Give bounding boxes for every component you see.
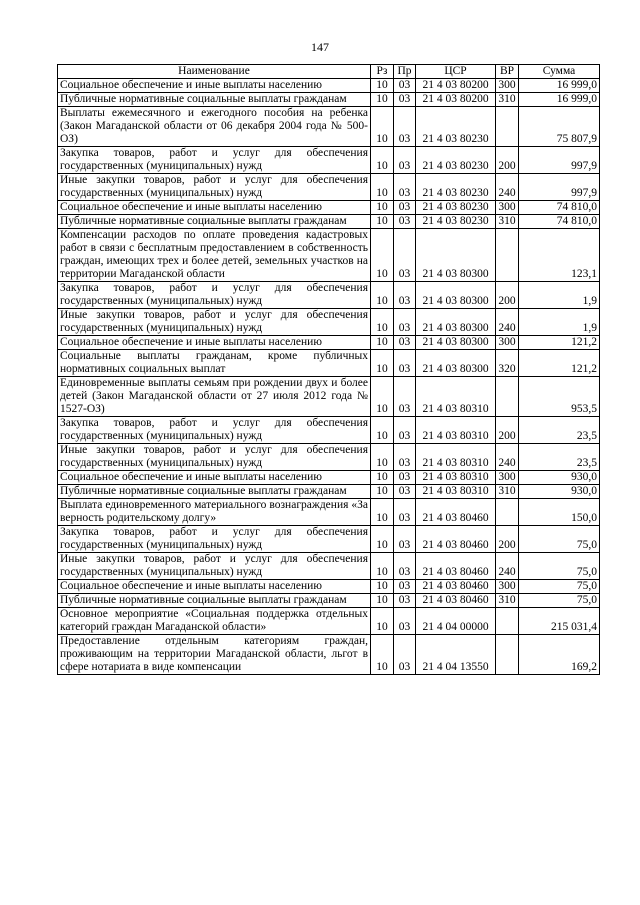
budget-table bbox=[57, 64, 600, 675]
row-vr: 300 bbox=[496, 580, 519, 594]
row-pr: 03 bbox=[394, 553, 416, 580]
row-vr: 310 bbox=[496, 215, 519, 229]
table-row bbox=[58, 215, 600, 229]
row-pr: 03 bbox=[394, 608, 416, 635]
row-rz: 10 bbox=[371, 147, 394, 174]
row-csr: 21 4 04 13550 bbox=[416, 635, 496, 675]
row-csr: 21 4 03 80230 bbox=[416, 107, 496, 147]
row-name: Социальное обеспечение и иные выплаты населению bbox=[58, 471, 371, 485]
row-rz: 10 bbox=[371, 201, 394, 215]
row-vr: 310 bbox=[496, 485, 519, 499]
header-csr: ЦСР bbox=[416, 65, 496, 79]
row-pr: 03 bbox=[394, 79, 416, 93]
row-vr: 240 bbox=[496, 553, 519, 580]
row-vr: 240 bbox=[496, 444, 519, 471]
row-rz: 10 bbox=[371, 417, 394, 444]
row-pr: 03 bbox=[394, 107, 416, 147]
row-sum: 997,9 bbox=[519, 174, 600, 201]
row-rz: 10 bbox=[371, 608, 394, 635]
row-rz: 10 bbox=[371, 635, 394, 675]
row-pr: 03 bbox=[394, 201, 416, 215]
row-vr: 320 bbox=[496, 350, 519, 377]
row-csr: 21 4 03 80310 bbox=[416, 485, 496, 499]
table-row bbox=[58, 93, 600, 107]
table-row bbox=[58, 282, 600, 309]
row-pr: 03 bbox=[394, 635, 416, 675]
row-pr: 03 bbox=[394, 526, 416, 553]
table-row bbox=[58, 336, 600, 350]
row-vr: 200 bbox=[496, 526, 519, 553]
row-name: Иные закупки товаров, работ и услуг для обеспечения государственных (муниципальных) нужд bbox=[58, 174, 371, 201]
row-name: Публичные нормативные социальные выплаты гражданам bbox=[58, 93, 371, 107]
table-row bbox=[58, 635, 600, 675]
row-name: Социальное обеспечение и иные выплаты населению bbox=[58, 79, 371, 93]
row-pr: 03 bbox=[394, 417, 416, 444]
table-row bbox=[58, 350, 600, 377]
row-csr: 21 4 03 80230 bbox=[416, 201, 496, 215]
row-rz: 10 bbox=[371, 282, 394, 309]
table-row bbox=[58, 147, 600, 174]
table-row bbox=[58, 417, 600, 444]
row-csr: 21 4 03 80200 bbox=[416, 79, 496, 93]
table-row bbox=[58, 580, 600, 594]
row-name: Социальное обеспечение и иные выплаты населению bbox=[58, 201, 371, 215]
row-vr: 200 bbox=[496, 417, 519, 444]
row-sum: 74 810,0 bbox=[519, 215, 600, 229]
row-name: Иные закупки товаров, работ и услуг для обеспечения государственных (муниципальных) нужд bbox=[58, 309, 371, 336]
row-name: Основное мероприятие «Социальная поддержка отдельных категорий граждан Магаданской области» bbox=[58, 608, 371, 635]
row-sum: 1,9 bbox=[519, 282, 600, 309]
row-pr: 03 bbox=[394, 336, 416, 350]
table-row bbox=[58, 201, 600, 215]
row-pr: 03 bbox=[394, 350, 416, 377]
row-sum: 74 810,0 bbox=[519, 201, 600, 215]
row-sum: 1,9 bbox=[519, 309, 600, 336]
row-name: Закупка товаров, работ и услуг для обеспечения государственных (муниципальных) нужд bbox=[58, 526, 371, 553]
table-row bbox=[58, 594, 600, 608]
row-vr: 300 bbox=[496, 336, 519, 350]
row-rz: 10 bbox=[371, 594, 394, 608]
row-pr: 03 bbox=[394, 174, 416, 201]
row-name: Публичные нормативные социальные выплаты гражданам bbox=[58, 485, 371, 499]
row-pr: 03 bbox=[394, 282, 416, 309]
row-csr: 21 4 03 80230 bbox=[416, 215, 496, 229]
row-name: Закупка товаров, работ и услуг для обеспечения государственных (муниципальных) нужд bbox=[58, 417, 371, 444]
row-vr: 240 bbox=[496, 174, 519, 201]
row-sum: 997,9 bbox=[519, 147, 600, 174]
header-pr: Пр bbox=[394, 65, 416, 79]
row-rz: 10 bbox=[371, 229, 394, 282]
row-vr: 240 bbox=[496, 309, 519, 336]
row-rz: 10 bbox=[371, 471, 394, 485]
row-name: Публичные нормативные социальные выплаты гражданам bbox=[58, 215, 371, 229]
row-name: Публичные нормативные социальные выплаты гражданам bbox=[58, 594, 371, 608]
table-row bbox=[58, 485, 600, 499]
row-csr: 21 4 03 80230 bbox=[416, 147, 496, 174]
row-vr: 300 bbox=[496, 201, 519, 215]
row-csr: 21 4 03 80310 bbox=[416, 444, 496, 471]
row-pr: 03 bbox=[394, 377, 416, 417]
table-row bbox=[58, 309, 600, 336]
row-vr bbox=[496, 635, 519, 675]
row-pr: 03 bbox=[394, 471, 416, 485]
row-vr: 300 bbox=[496, 79, 519, 93]
row-csr: 21 4 03 80460 bbox=[416, 594, 496, 608]
row-sum: 215 031,4 bbox=[519, 608, 600, 635]
row-name: Социальное обеспечение и иные выплаты населению bbox=[58, 336, 371, 350]
table-row bbox=[58, 608, 600, 635]
table-row bbox=[58, 499, 600, 526]
row-rz: 10 bbox=[371, 526, 394, 553]
row-vr bbox=[496, 229, 519, 282]
row-name: Выплаты ежемесячного и ежегодного пособия на ребенка (Закон Магаданской области от 06 декабря 2004 года № 500-ОЗ) bbox=[58, 107, 371, 147]
row-rz: 10 bbox=[371, 499, 394, 526]
row-vr bbox=[496, 499, 519, 526]
row-name: Единовременные выплаты семьям при рождении двух и более детей (Закон Магаданской области от 27 июля 2012 года № 1527-ОЗ) bbox=[58, 377, 371, 417]
header-name: Наименование bbox=[58, 65, 371, 79]
row-vr bbox=[496, 377, 519, 417]
row-sum: 16 999,0 bbox=[519, 79, 600, 93]
row-sum: 16 999,0 bbox=[519, 93, 600, 107]
row-pr: 03 bbox=[394, 580, 416, 594]
row-name: Социальные выплаты гражданам, кроме публичных нормативных социальных выплат bbox=[58, 350, 371, 377]
table-body bbox=[58, 79, 600, 675]
row-sum: 930,0 bbox=[519, 485, 600, 499]
row-rz: 10 bbox=[371, 444, 394, 471]
row-sum: 75,0 bbox=[519, 553, 600, 580]
row-sum: 75 807,9 bbox=[519, 107, 600, 147]
row-csr: 21 4 03 80300 bbox=[416, 309, 496, 336]
table-row bbox=[58, 107, 600, 147]
row-rz: 10 bbox=[371, 485, 394, 499]
row-pr: 03 bbox=[394, 485, 416, 499]
row-pr: 03 bbox=[394, 215, 416, 229]
row-pr: 03 bbox=[394, 309, 416, 336]
row-pr: 03 bbox=[394, 499, 416, 526]
row-pr: 03 bbox=[394, 594, 416, 608]
row-name: Выплата единовременного материального вознаграждения «За верность родительскому долгу» bbox=[58, 499, 371, 526]
row-rz: 10 bbox=[371, 79, 394, 93]
row-csr: 21 4 03 80460 bbox=[416, 526, 496, 553]
row-rz: 10 bbox=[371, 174, 394, 201]
header-vr: ВР bbox=[496, 65, 519, 79]
row-csr: 21 4 03 80460 bbox=[416, 553, 496, 580]
row-rz: 10 bbox=[371, 350, 394, 377]
row-csr: 21 4 04 00000 bbox=[416, 608, 496, 635]
row-name: Иные закупки товаров, работ и услуг для обеспечения государственных (муниципальных) нужд bbox=[58, 553, 371, 580]
row-sum: 953,5 bbox=[519, 377, 600, 417]
row-vr bbox=[496, 608, 519, 635]
row-csr: 21 4 03 80460 bbox=[416, 499, 496, 526]
row-pr: 03 bbox=[394, 229, 416, 282]
row-sum: 75,0 bbox=[519, 526, 600, 553]
header-sum: Сумма bbox=[519, 65, 600, 79]
header-rz: Рз bbox=[371, 65, 394, 79]
row-rz: 10 bbox=[371, 553, 394, 580]
table-row bbox=[58, 444, 600, 471]
row-csr: 21 4 03 80300 bbox=[416, 350, 496, 377]
row-csr: 21 4 03 80300 bbox=[416, 336, 496, 350]
row-sum: 121,2 bbox=[519, 350, 600, 377]
row-rz: 10 bbox=[371, 336, 394, 350]
row-name: Закупка товаров, работ и услуг для обеспечения государственных (муниципальных) нужд bbox=[58, 282, 371, 309]
row-rz: 10 bbox=[371, 215, 394, 229]
row-vr: 310 bbox=[496, 93, 519, 107]
row-rz: 10 bbox=[371, 309, 394, 336]
row-sum: 150,0 bbox=[519, 499, 600, 526]
row-sum: 930,0 bbox=[519, 471, 600, 485]
row-rz: 10 bbox=[371, 377, 394, 417]
row-vr: 300 bbox=[496, 471, 519, 485]
row-sum: 23,5 bbox=[519, 417, 600, 444]
row-rz: 10 bbox=[371, 580, 394, 594]
row-pr: 03 bbox=[394, 93, 416, 107]
row-name: Иные закупки товаров, работ и услуг для обеспечения государственных (муниципальных) нужд bbox=[58, 444, 371, 471]
table-row bbox=[58, 174, 600, 201]
table-row bbox=[58, 526, 600, 553]
row-rz: 10 bbox=[371, 107, 394, 147]
table-row bbox=[58, 79, 600, 93]
row-csr: 21 4 03 80300 bbox=[416, 229, 496, 282]
table-header-row bbox=[58, 65, 600, 79]
row-pr: 03 bbox=[394, 444, 416, 471]
row-sum: 123,1 bbox=[519, 229, 600, 282]
table-row bbox=[58, 377, 600, 417]
table-row bbox=[58, 553, 600, 580]
row-sum: 23,5 bbox=[519, 444, 600, 471]
row-sum: 121,2 bbox=[519, 336, 600, 350]
row-vr: 310 bbox=[496, 594, 519, 608]
row-csr: 21 4 03 80310 bbox=[416, 471, 496, 485]
row-vr: 200 bbox=[496, 147, 519, 174]
row-csr: 21 4 03 80310 bbox=[416, 417, 496, 444]
row-sum: 169,2 bbox=[519, 635, 600, 675]
row-name: Социальное обеспечение и иные выплаты населению bbox=[58, 580, 371, 594]
row-vr bbox=[496, 107, 519, 147]
row-sum: 75,0 bbox=[519, 580, 600, 594]
row-csr: 21 4 03 80310 bbox=[416, 377, 496, 417]
row-sum: 75,0 bbox=[519, 594, 600, 608]
row-csr: 21 4 03 80230 bbox=[416, 174, 496, 201]
page-number: 147 bbox=[311, 40, 329, 54]
row-name: Закупка товаров, работ и услуг для обеспечения государственных (муниципальных) нужд bbox=[58, 147, 371, 174]
row-name: Компенсации расходов по оплате проведения кадастровых работ в связи с бесплатным предоставлением в собственность граждан, имеющих трех и более детей, земельных участков на территории Магаданской области bbox=[58, 229, 371, 282]
row-csr: 21 4 03 80300 bbox=[416, 282, 496, 309]
row-vr: 200 bbox=[496, 282, 519, 309]
row-csr: 21 4 03 80460 bbox=[416, 580, 496, 594]
table-row bbox=[58, 471, 600, 485]
row-rz: 10 bbox=[371, 93, 394, 107]
table-row bbox=[58, 229, 600, 282]
row-name: Предоставление отдельным категориям граждан, проживающим на территории Магаданской области, льгот в сфере нотариата в виде компенсации bbox=[58, 635, 371, 675]
row-csr: 21 4 03 80200 bbox=[416, 93, 496, 107]
row-pr: 03 bbox=[394, 147, 416, 174]
